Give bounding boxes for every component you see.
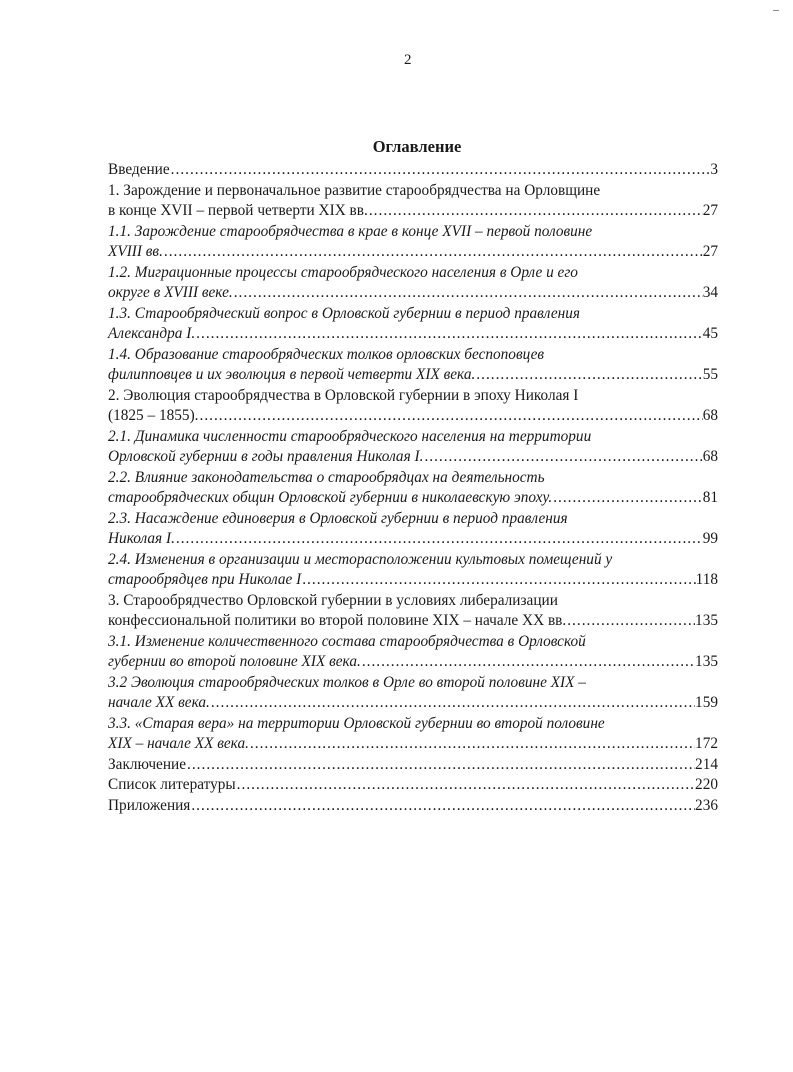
toc-entry[interactable] xyxy=(108,509,718,550)
toc-entry-line: 1.4. Образование старообрядческих толков орловских беспоповцев xyxy=(108,345,545,363)
toc-entry-last-line xyxy=(108,693,718,714)
toc-page-number: 27 xyxy=(702,202,718,219)
toc-entry[interactable] xyxy=(108,263,718,304)
dot-leader xyxy=(368,201,703,222)
dot-leader xyxy=(361,652,695,673)
toc-entry[interactable] xyxy=(108,386,718,427)
toc-entry-last-line xyxy=(108,324,718,345)
toc-entry[interactable] xyxy=(108,160,718,181)
toc-entry-text: Орловской губернии в годы правления Николая I. xyxy=(108,448,424,465)
toc-entry-line: 3.1. Изменение количественного состава старообрядчества в Орловской xyxy=(108,632,586,650)
toc-entry-text: XVIII вв. xyxy=(108,243,163,260)
toc-entry-text: Александра I. xyxy=(108,325,196,342)
toc-entry-line: 3. Старообрядчество Орловской губернии в условиях либерализации xyxy=(108,591,558,609)
toc-entry-text: Приложения xyxy=(108,796,191,814)
dot-leader xyxy=(210,693,695,714)
toc-entry-text: старообрядцев при Николае I xyxy=(108,571,302,588)
toc-entry-line: 3.2 Эволюция старообрядческих толков в Орле во второй половине XIX – xyxy=(108,673,586,691)
toc-page-number: 172 xyxy=(695,735,718,752)
dot-leader xyxy=(170,160,711,181)
toc-entry-last-line xyxy=(108,611,718,632)
toc-page-number: 55 xyxy=(702,366,718,383)
table-of-contents xyxy=(108,138,718,816)
toc-entry[interactable] xyxy=(108,632,718,673)
toc-entry[interactable] xyxy=(108,222,718,263)
toc-entry-last-line xyxy=(108,242,718,263)
toc-title: Оглавление xyxy=(372,137,462,156)
toc-page-number: 27 xyxy=(702,243,718,260)
dot-leader xyxy=(163,242,703,263)
toc-entry[interactable] xyxy=(108,775,718,796)
toc-entry-text: конфессиональной политики во второй половине XIX – начале XX вв. xyxy=(108,612,567,629)
toc-entry-last-line xyxy=(108,529,718,550)
toc-entry-line: 1.1. Зарождение старообрядчества в крае в конце XVII – первой половине xyxy=(108,222,593,240)
toc-entry-text: (1825 – 1855). xyxy=(108,407,199,424)
toc-entry-line: 2.1. Динамика численности старообрядческого населения на территории xyxy=(108,427,592,445)
toc-entry-last-line xyxy=(108,365,718,386)
dot-leader xyxy=(236,775,695,796)
toc-entry-text: XIX – начале XX века. xyxy=(108,735,249,752)
toc-entry-line: 2.2. Влияние законодательства о старообрядцах на деятельность xyxy=(108,468,545,486)
toc-entry-text: старообрядческих общин Орловской губернии в николаевскую эпоху. xyxy=(108,489,553,506)
toc-page-number: 135 xyxy=(695,612,718,629)
dot-leader xyxy=(199,406,703,427)
toc-entry[interactable] xyxy=(108,591,718,632)
toc-page-number: 68 xyxy=(702,407,718,424)
toc-entry-last-line xyxy=(108,283,718,304)
toc-entry-line: 1.3. Старообрядческий вопрос в Орловской губернии в период правления xyxy=(108,304,580,322)
toc-entry-last-line xyxy=(108,570,718,591)
toc-entry[interactable] xyxy=(108,673,718,714)
toc-page-number: 159 xyxy=(695,694,718,711)
toc-entry[interactable] xyxy=(108,796,718,817)
toc-entry-text: округе в XVIII веке. xyxy=(108,284,233,301)
dot-leader xyxy=(190,796,695,817)
toc-entry-text: губернии во второй половине XIX века. xyxy=(108,653,361,670)
toc-entry[interactable] xyxy=(108,714,718,755)
toc-entry-line: 2.3. Насаждение единоверия в Орловской губернии в период правления xyxy=(108,509,568,527)
toc-entry-last-line xyxy=(108,796,718,817)
toc-page-number: 45 xyxy=(702,325,718,342)
dot-leader xyxy=(175,529,703,550)
toc-entry-text: Заключение xyxy=(108,755,187,773)
dot-leader xyxy=(301,570,695,591)
toc-entry-line: 1. Зарождение и первоначальное развитие старообрядчества на Орловщине xyxy=(108,181,601,199)
toc-entry-last-line xyxy=(108,160,718,181)
dot-leader xyxy=(195,324,703,345)
toc-entry[interactable] xyxy=(108,181,718,222)
toc-entry-text: филипповцев и их эволюция в первой четверти XIX века. xyxy=(108,366,476,383)
toc-entry-line: 1.2. Миграционные процессы старообрядческого населения в Орле и его xyxy=(108,263,578,281)
dot-leader xyxy=(552,488,703,509)
toc-entry-last-line xyxy=(108,201,718,222)
toc-entry-last-line xyxy=(108,755,718,776)
toc-page-number: 135 xyxy=(695,653,718,670)
dot-leader xyxy=(423,447,702,468)
toc-page-number: 214 xyxy=(695,755,718,773)
toc-entry[interactable] xyxy=(108,468,718,509)
toc-entry-line: 3.3. «Старая вера» на территории Орловской губернии во второй половине xyxy=(108,714,605,732)
corner-mark: – xyxy=(773,2,779,16)
toc-entry-last-line xyxy=(108,447,718,468)
toc-entry-text: Введение xyxy=(108,161,170,178)
toc-entry-line: 2. Эволюция старообрядчества в Орловской губернии в эпоху Николая I xyxy=(108,386,579,404)
toc-entry-last-line xyxy=(108,406,718,427)
dot-leader xyxy=(186,755,695,776)
toc-page-number: 81 xyxy=(702,489,718,506)
toc-entries xyxy=(108,160,718,816)
toc-page-number: 220 xyxy=(695,776,718,793)
toc-entry[interactable] xyxy=(108,755,718,776)
dot-leader xyxy=(475,365,702,386)
toc-entry[interactable] xyxy=(108,304,718,345)
toc-page-number: 236 xyxy=(695,796,718,814)
toc-entry-text: в конце XVII – первой четверти XIX вв. xyxy=(108,202,368,219)
toc-entry-line: 2.4. Изменения в организации и месторасположении культовых помещений у xyxy=(108,550,613,568)
page-number: 2 xyxy=(404,52,412,68)
toc-page-number: 34 xyxy=(702,284,718,301)
toc-entry[interactable] xyxy=(108,550,718,591)
toc-page-number: 3 xyxy=(710,161,718,178)
toc-entry-text: Список литературы xyxy=(108,776,236,793)
dot-leader xyxy=(233,283,703,304)
toc-entry[interactable] xyxy=(108,345,718,386)
dot-leader xyxy=(249,734,695,755)
toc-entry-last-line xyxy=(108,775,718,796)
toc-entry[interactable] xyxy=(108,427,718,468)
toc-entry-last-line xyxy=(108,652,718,673)
toc-page-number: 68 xyxy=(702,448,718,465)
toc-page-number: 99 xyxy=(702,530,718,547)
toc-entry-text: Николая I. xyxy=(108,530,175,547)
toc-entry-text: начале XX века. xyxy=(108,694,210,711)
dot-leader xyxy=(566,611,695,632)
toc-entry-last-line xyxy=(108,488,718,509)
toc-entry-last-line xyxy=(108,734,718,755)
toc-page-number: 118 xyxy=(695,571,718,588)
